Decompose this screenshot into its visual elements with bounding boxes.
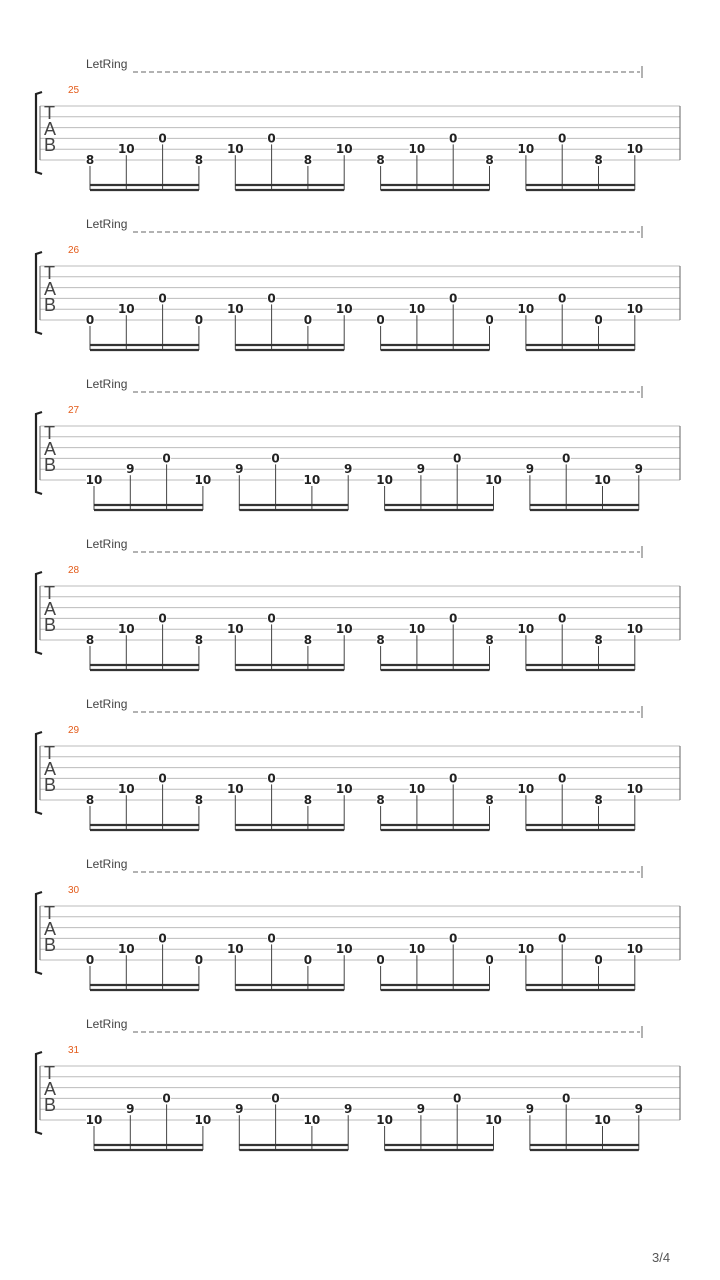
fret-number: 9	[344, 462, 353, 477]
fret-number: 0	[267, 611, 276, 626]
fret-number: 9	[416, 462, 426, 477]
fret-number: 9	[126, 462, 135, 477]
fret-number: 10	[408, 142, 426, 157]
fret-number: 0	[562, 1091, 571, 1106]
fret-number: 10	[517, 142, 535, 157]
fret-number: 10	[408, 302, 426, 317]
fret-number: 9	[634, 462, 643, 477]
fret-number: 9	[235, 1102, 244, 1117]
let-ring-label: LetRing	[86, 217, 128, 231]
fret-number: 0	[162, 451, 171, 466]
fret-number: 9	[634, 1102, 643, 1117]
fret-number: 0	[449, 611, 458, 626]
tab-clef-letter: A	[44, 599, 57, 619]
system-bracket	[36, 92, 42, 174]
fret-number: 9	[525, 1102, 535, 1117]
fret-number: 0	[558, 291, 567, 306]
tab-clef-letter: B	[44, 935, 57, 955]
tab-clef-letter: A	[44, 279, 57, 299]
tab-clef-letter: B	[44, 295, 57, 315]
fret-number: 0	[303, 313, 313, 327]
fret-number: 0	[376, 313, 385, 327]
fret-number: 0	[162, 1091, 171, 1106]
fret-number: 10	[594, 1113, 611, 1127]
fret-number: 8	[376, 793, 385, 807]
fret-number: 10	[335, 942, 353, 957]
fret-number: 8	[85, 793, 95, 807]
let-ring-label: LetRing	[86, 697, 128, 711]
fret-number: 8	[485, 153, 494, 167]
system-bracket	[36, 892, 42, 974]
measure-number: 31	[68, 1045, 80, 1056]
fret-number: 10	[517, 622, 535, 637]
fret-number: 0	[194, 313, 204, 327]
fret-number: 9	[235, 462, 244, 477]
fret-number: 8	[376, 633, 385, 647]
fret-number: 10	[376, 1113, 393, 1127]
fret-number: 9	[126, 1102, 135, 1117]
let-ring-label: LetRing	[86, 377, 128, 391]
fret-number: 0	[271, 451, 280, 466]
system-bracket	[36, 1052, 42, 1134]
fret-number: 8	[594, 153, 603, 167]
fret-number: 10	[335, 622, 353, 637]
let-ring-label: LetRing	[86, 1017, 128, 1031]
fret-number: 8	[303, 633, 313, 647]
fret-number: 0	[558, 771, 567, 786]
fret-number: 0	[194, 953, 204, 967]
fret-number: 10	[226, 302, 244, 317]
tab-clef-letter: B	[44, 455, 57, 475]
fret-number: 10	[485, 1113, 502, 1127]
measure-number: 29	[68, 725, 80, 736]
fret-number: 9	[344, 1102, 353, 1117]
fret-number: 10	[626, 782, 644, 797]
fret-number: 0	[453, 451, 462, 466]
let-ring-label: LetRing	[86, 57, 128, 71]
fret-number: 8	[194, 633, 204, 647]
fret-number: 10	[335, 142, 353, 157]
fret-number: 10	[408, 782, 426, 797]
fret-number: 8	[85, 633, 95, 647]
tab-clef-letter: A	[44, 119, 57, 139]
measure-number: 28	[68, 565, 80, 576]
fret-number: 0	[158, 931, 167, 946]
fret-number: 9	[525, 462, 535, 477]
fret-number: 10	[376, 473, 393, 487]
tab-clef-letter: A	[44, 759, 57, 779]
tab-clef-letter: T	[44, 263, 55, 283]
fret-number: 10	[626, 142, 644, 157]
fret-number: 10	[517, 302, 535, 317]
tab-clef-letter: B	[44, 615, 57, 635]
fret-number: 10	[626, 622, 644, 637]
fret-number: 10	[303, 1113, 321, 1127]
fret-number: 0	[449, 931, 458, 946]
fret-number: 0	[85, 953, 95, 967]
fret-number: 0	[158, 131, 167, 146]
fret-number: 10	[117, 622, 135, 637]
fret-number: 0	[271, 1091, 280, 1106]
tab-clef-letter: T	[44, 423, 55, 443]
measure-number: 27	[68, 405, 80, 416]
fret-number: 8	[194, 153, 204, 167]
page-number: 3/4	[652, 1250, 671, 1265]
fret-number: 0	[267, 131, 276, 146]
fret-number: 10	[85, 1113, 103, 1127]
system-bracket	[36, 252, 42, 334]
fret-number: 10	[626, 942, 644, 957]
fret-number: 0	[267, 931, 276, 946]
fret-number: 8	[85, 153, 95, 167]
fret-number: 10	[117, 302, 135, 317]
system-bracket	[36, 732, 42, 814]
fret-number: 8	[594, 793, 603, 807]
fret-number: 10	[194, 1113, 212, 1127]
fret-number: 0	[158, 611, 167, 626]
fret-number: 8	[485, 793, 494, 807]
fret-number: 0	[485, 953, 494, 967]
fret-number: 10	[485, 473, 502, 487]
fret-number: 10	[335, 782, 353, 797]
fret-number: 10	[408, 622, 426, 637]
fret-number: 10	[626, 302, 644, 317]
fret-number: 0	[85, 313, 95, 327]
fret-number: 0	[558, 611, 567, 626]
system-bracket	[36, 412, 42, 494]
tab-clef-letter: T	[44, 583, 55, 603]
fret-number: 0	[562, 451, 571, 466]
fret-number: 10	[226, 782, 244, 797]
fret-number: 0	[158, 291, 167, 306]
let-ring-label: LetRing	[86, 857, 128, 871]
fret-number: 0	[449, 771, 458, 786]
tab-clef-letter: A	[44, 1079, 57, 1099]
measure-number: 30	[68, 885, 80, 896]
fret-number: 8	[303, 153, 313, 167]
fret-number: 0	[594, 953, 603, 967]
tab-clef-letter: B	[44, 775, 57, 795]
measure-number: 26	[68, 245, 80, 256]
measure-number: 25	[68, 85, 80, 96]
fret-number: 10	[226, 622, 244, 637]
fret-number: 10	[303, 473, 321, 487]
fret-number: 10	[408, 942, 426, 957]
fret-number: 8	[376, 153, 385, 167]
let-ring-label: LetRing	[86, 537, 128, 551]
fret-number: 0	[267, 291, 276, 306]
fret-number: 10	[517, 942, 535, 957]
fret-number: 10	[594, 473, 611, 487]
fret-number: 10	[226, 942, 244, 957]
fret-number: 0	[453, 1091, 462, 1106]
fret-number: 0	[485, 313, 494, 327]
fret-number: 0	[303, 953, 313, 967]
tab-clef-letter: T	[44, 1063, 55, 1083]
system-bracket	[36, 572, 42, 654]
tab-clef-letter: B	[44, 1095, 57, 1115]
fret-number: 8	[594, 633, 603, 647]
fret-number: 8	[485, 633, 494, 647]
fret-number: 10	[117, 142, 135, 157]
fret-number: 9	[416, 1102, 426, 1117]
fret-number: 10	[335, 302, 353, 317]
tab-clef-letter: A	[44, 919, 57, 939]
fret-number: 10	[117, 782, 135, 797]
tab-clef-letter: T	[44, 103, 55, 123]
fret-number: 0	[594, 313, 603, 327]
fret-number: 10	[194, 473, 212, 487]
fret-number: 0	[449, 131, 458, 146]
tab-clef-letter: T	[44, 903, 55, 923]
fret-number: 0	[558, 931, 567, 946]
fret-number: 10	[226, 142, 244, 157]
tab-clef-letter: B	[44, 135, 57, 155]
fret-number: 0	[158, 771, 167, 786]
fret-number: 10	[517, 782, 535, 797]
tab-clef-letter: A	[44, 439, 57, 459]
fret-number: 0	[449, 291, 458, 306]
fret-number: 8	[303, 793, 313, 807]
fret-number: 8	[194, 793, 204, 807]
fret-number: 0	[267, 771, 276, 786]
fret-number: 0	[376, 953, 385, 967]
fret-number: 0	[558, 131, 567, 146]
fret-number: 10	[117, 942, 135, 957]
fret-number: 10	[85, 473, 103, 487]
tab-clef-letter: T	[44, 743, 55, 763]
